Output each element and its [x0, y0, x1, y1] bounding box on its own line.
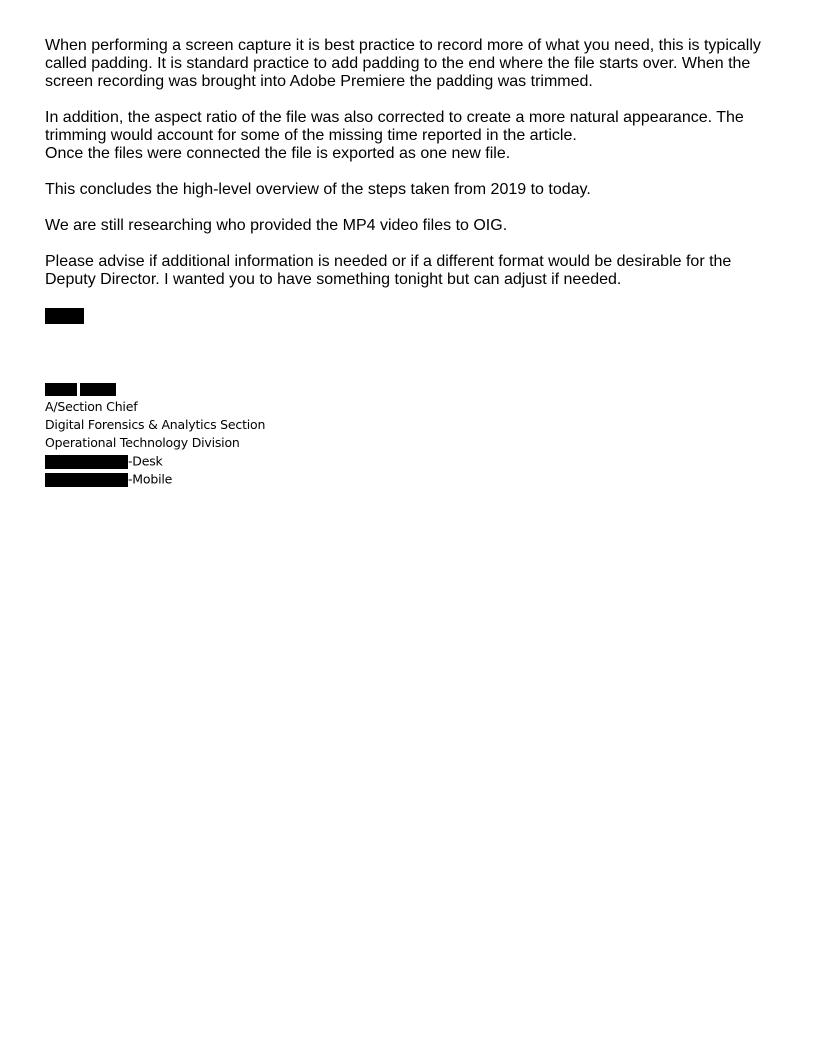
paragraph-gap [45, 199, 775, 217]
redacted-desk-number [45, 455, 128, 469]
paragraph-advise [45, 253, 775, 289]
signature-title: A/Section Chief [45, 399, 138, 414]
redacted-first-name [45, 383, 77, 396]
body-line: Deputy Director. I wanted you to have something tonight but can adjust if needed. [45, 271, 622, 288]
body-line: Please advise if additional information is needed or if a different format would be desirable for the [45, 253, 732, 270]
paragraph-screen-capture [45, 37, 775, 91]
body-line: We are still researching who provided the MP4 video files to OIG. [45, 217, 508, 234]
body-line: trimming would account for some of the missing time reported in the article. [45, 127, 577, 144]
paragraph-aspect-ratio [45, 109, 775, 163]
signature-division: Operational Technology Division [45, 435, 240, 450]
email-body [45, 37, 775, 325]
body-line: called padding. It is standard practice to add padding to the end where the file starts over. When the [45, 55, 751, 72]
signature-mobile-phone [45, 470, 265, 488]
paragraph-gap [45, 235, 775, 253]
signature-desk-phone [45, 452, 265, 470]
body-line: screen recording was brought into Adobe Premiere the padding was trimmed. [45, 73, 593, 90]
desk-phone-label: -Desk [128, 453, 163, 469]
signature-section: Digital Forensics & Analytics Section [45, 417, 266, 432]
paragraph-gap [45, 91, 775, 109]
redacted-last-name [80, 383, 116, 396]
mobile-phone-label: -Mobile [128, 471, 173, 487]
paragraph-research [45, 217, 775, 235]
body-line: In addition, the aspect ratio of the file was also corrected to create a more natural appearance. The [45, 109, 744, 126]
body-line: When performing a screen capture it is best practice to record more of what you need, this is typically [45, 37, 761, 54]
body-line: This concludes the high-level overview of the steps taken from 2019 to today. [45, 181, 591, 198]
paragraph-conclusion [45, 181, 775, 199]
paragraph-gap [45, 289, 775, 307]
signature-name-line [45, 380, 265, 398]
paragraph-gap [45, 163, 775, 181]
redacted-initials [45, 308, 84, 324]
body-line: Once the files were connected the file is exported as one new file. [45, 145, 511, 162]
redacted-mobile-number [45, 473, 128, 487]
signature-block [45, 380, 265, 488]
